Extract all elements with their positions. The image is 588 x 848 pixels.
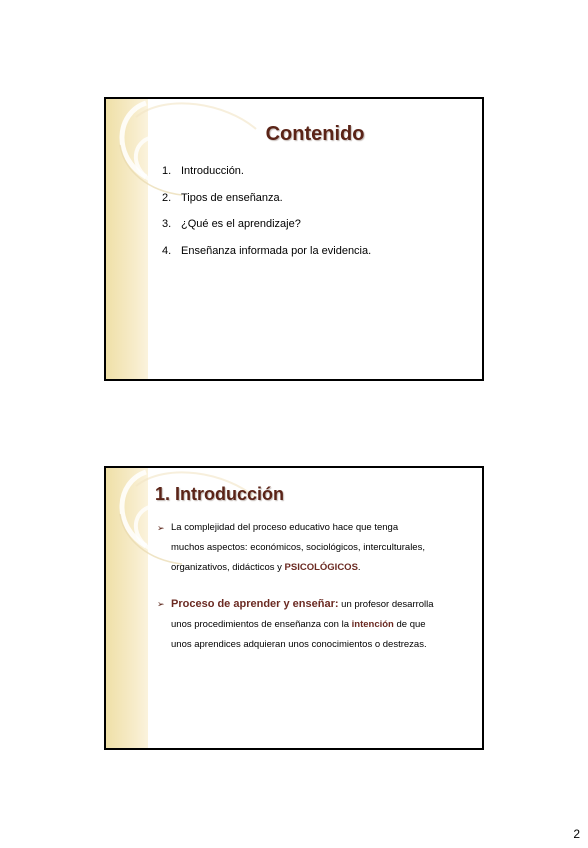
slide-contenido: [104, 97, 484, 381]
highlight-intencion: intención: [351, 619, 394, 630]
contents-item-text: Enseñanza informada por la evidencia.: [181, 244, 372, 257]
contents-item-text: ¿Qué es el aprendizaje?: [181, 218, 301, 230]
contents-item-text: Introducción.: [181, 165, 244, 177]
slide-title: Contenido: [265, 123, 365, 145]
bullet-process: [157, 594, 434, 655]
bullet-text: .: [357, 562, 361, 573]
contents-item-number: 2.: [162, 191, 172, 204]
bullet-text: organizativos, didácticos y: [171, 562, 285, 573]
bullet-complexity: [157, 518, 425, 578]
contents-item-number: 1.: [162, 165, 172, 177]
bullet-line: [157, 615, 434, 635]
contents-item: [162, 245, 371, 272]
bullet-line: [157, 558, 425, 578]
contents-item: [162, 165, 371, 192]
arrow-bullet-icon: ➢: [157, 599, 165, 609]
bullet-text: un profesor desarrolla: [338, 599, 434, 610]
page-number: 2: [573, 827, 580, 841]
arrow-bullet-icon: ➢: [157, 523, 165, 533]
bullet-line: muchos aspectos: económicos, sociológicos, interculturales,: [171, 542, 425, 553]
slide-side-band: [106, 468, 148, 748]
slide-side-band: [106, 99, 148, 379]
contents-list: [162, 165, 371, 271]
bullet-line: unos aprendices adquieran unos conocimientos o destrezas.: [171, 639, 427, 650]
contents-item: [162, 192, 371, 219]
highlight-proceso: Proceso de aprender y enseñar:: [171, 598, 339, 610]
slide-title: 1. Introducción: [155, 484, 285, 504]
contents-item-text: Tipos de enseñanza.: [181, 191, 283, 204]
slide-introduccion: [104, 466, 484, 750]
bullet-text: unos procedimientos de enseñanza con la: [171, 619, 352, 630]
highlight-psicologicos: PSICOLÓGICOS: [284, 562, 358, 573]
contents-item: [162, 218, 371, 245]
contents-item-number: 4.: [162, 244, 172, 257]
bullet-line: La complejidad del proceso educativo hace que tenga: [171, 522, 399, 533]
contents-item-number: 3.: [162, 218, 172, 230]
bullet-line: [157, 594, 434, 615]
bullet-text: de que: [393, 619, 426, 630]
